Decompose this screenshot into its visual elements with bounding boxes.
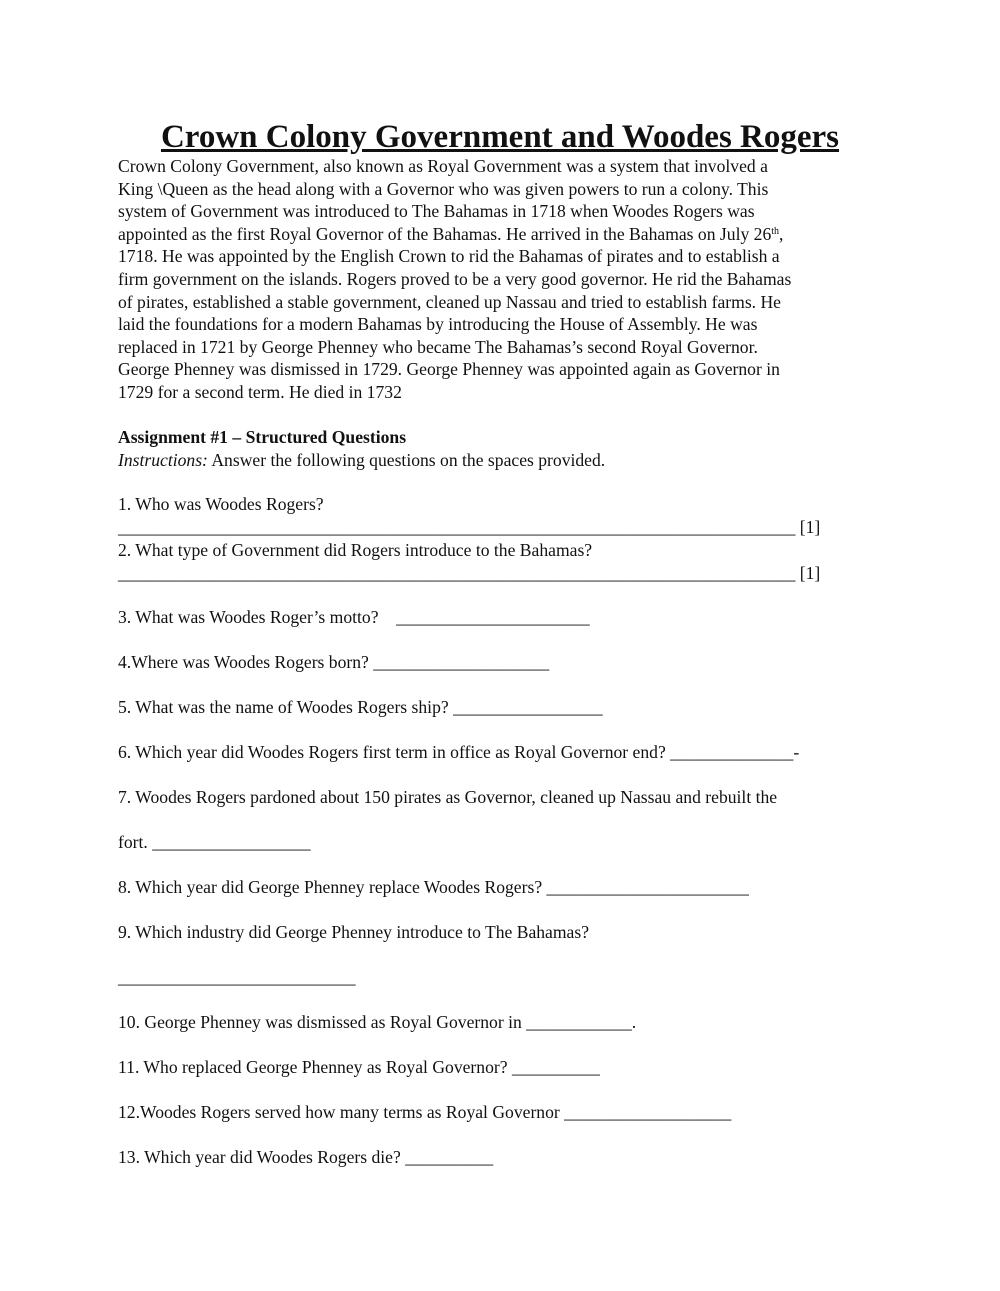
intro-line: King \Queen as the head along with a Governor who was given powers to run a colony. This [118,178,769,199]
question-7-answer-blank[interactable]: __________________ [152,832,311,852]
question-13-text: 13. Which year did Woodes Rogers die? [118,1147,406,1167]
question-3-text: 3. What was Woodes Roger’s motto? [118,607,397,627]
question-12-text: 12.Woodes Rogers served how many terms as Royal Governor [118,1102,565,1122]
instructions-text: Answer the following questions on the spaces provided. [207,450,606,470]
question-8 [118,876,749,898]
intro-line: replaced in 1721 by George Phenney who became The Bahamas’s second Royal Governor. [118,336,758,357]
question-4 [118,651,549,673]
page-title: Crown Colony Government and Woodes Rogers [160,119,840,155]
question-12 [118,1101,731,1123]
intro-line: system of Government was introduced to The Bahamas in 1718 when Woodes Rogers was [118,201,755,222]
question-11-answer-blank[interactable]: __________ [511,1057,600,1077]
ordinal-suffix: th [771,225,780,237]
question-6-text: 6. Which year did Woodes Rogers first term in office as Royal Governor end? [118,742,671,762]
question-11 [118,1056,600,1078]
question-5-text: 5. What was the name of Woodes Rogers ship? [118,697,454,717]
question-10 [118,1011,636,1033]
question-4-text: 4.Where was Woodes Rogers born? [118,652,374,672]
question-5 [118,696,603,718]
question-13 [118,1146,493,1168]
intro-paragraph [118,155,878,404]
question-9-answer-blank[interactable]: ___________________________ [118,967,356,987]
question-1-answer-line[interactable]: _____________________________________________________________________________ [1] [118,517,821,537]
intro-line: firm government on the islands. Rogers proved to be a very good governor. He rid the Bahamas [118,268,792,289]
question-7-text: fort. [118,832,153,852]
question-8-text: 8. Which year did George Phenney replace Woodes Rogers? [118,877,547,897]
assignment-heading: Assignment #1 – Structured Questions [118,427,407,447]
intro-line: laid the foundations for a modern Bahamas by introducing the House of Assembly. He was [118,314,758,335]
question-5-answer-blank[interactable]: _________________ [453,697,603,717]
intro-line: Crown Colony Government, also known as Royal Government was a system that involved a [118,156,768,176]
question-9: 9. Which industry did George Phenney introduce to The Bahamas? [118,922,590,942]
question-4-answer-blank[interactable]: ____________________ [373,652,550,672]
question-11-text: 11. Who replaced George Phenney as Royal Governor? [118,1057,512,1077]
intro-line-text: appointed as the first Royal Governor of the Bahamas. He arrived in the Bahamas on July 26 [118,223,772,244]
intro-line-comma: , [779,223,784,244]
question-12-answer-blank[interactable]: ___________________ [564,1102,732,1122]
question-7: 7. Woodes Rogers pardoned about 150 pirates as Governor, cleaned up Nassau and rebuilt the [118,787,778,807]
intro-line: George Phenney was dismissed in 1729. George Phenney was appointed again as Governor in [118,359,780,380]
intro-line: of pirates, established a stable government, cleaned up Nassau and tried to establish farms. He [118,291,781,312]
question-10-text: 10. George Phenney was dismissed as Royal Governor in [118,1012,527,1032]
question-8-answer-blank[interactable]: _______________________ [546,877,749,897]
question-6 [118,741,799,763]
question-2: 2. What type of Government did Rogers introduce to the Bahamas? [118,540,593,560]
question-7-continued [118,831,311,853]
question-10-answer-blank[interactable]: ____________. [526,1012,637,1032]
instructions [118,449,605,471]
question-1: 1. Who was Woodes Rogers? [118,494,324,514]
intro-line: 1729 for a second term. He died in 1732 [118,381,402,402]
instructions-label: Instructions: [118,450,208,470]
question-6-answer-blank[interactable]: ______________- [670,742,800,762]
question-3-answer-blank[interactable]: ______________________ [396,607,590,627]
intro-line: 1718. He was appointed by the English Crown to rid the Bahamas of pirates and to establish a [118,246,780,267]
question-3 [118,606,590,628]
intro-line [118,223,878,246]
question-13-answer-blank[interactable]: __________ [405,1147,494,1167]
question-2-answer-line[interactable]: _____________________________________________________________________________ [1] [118,563,821,583]
